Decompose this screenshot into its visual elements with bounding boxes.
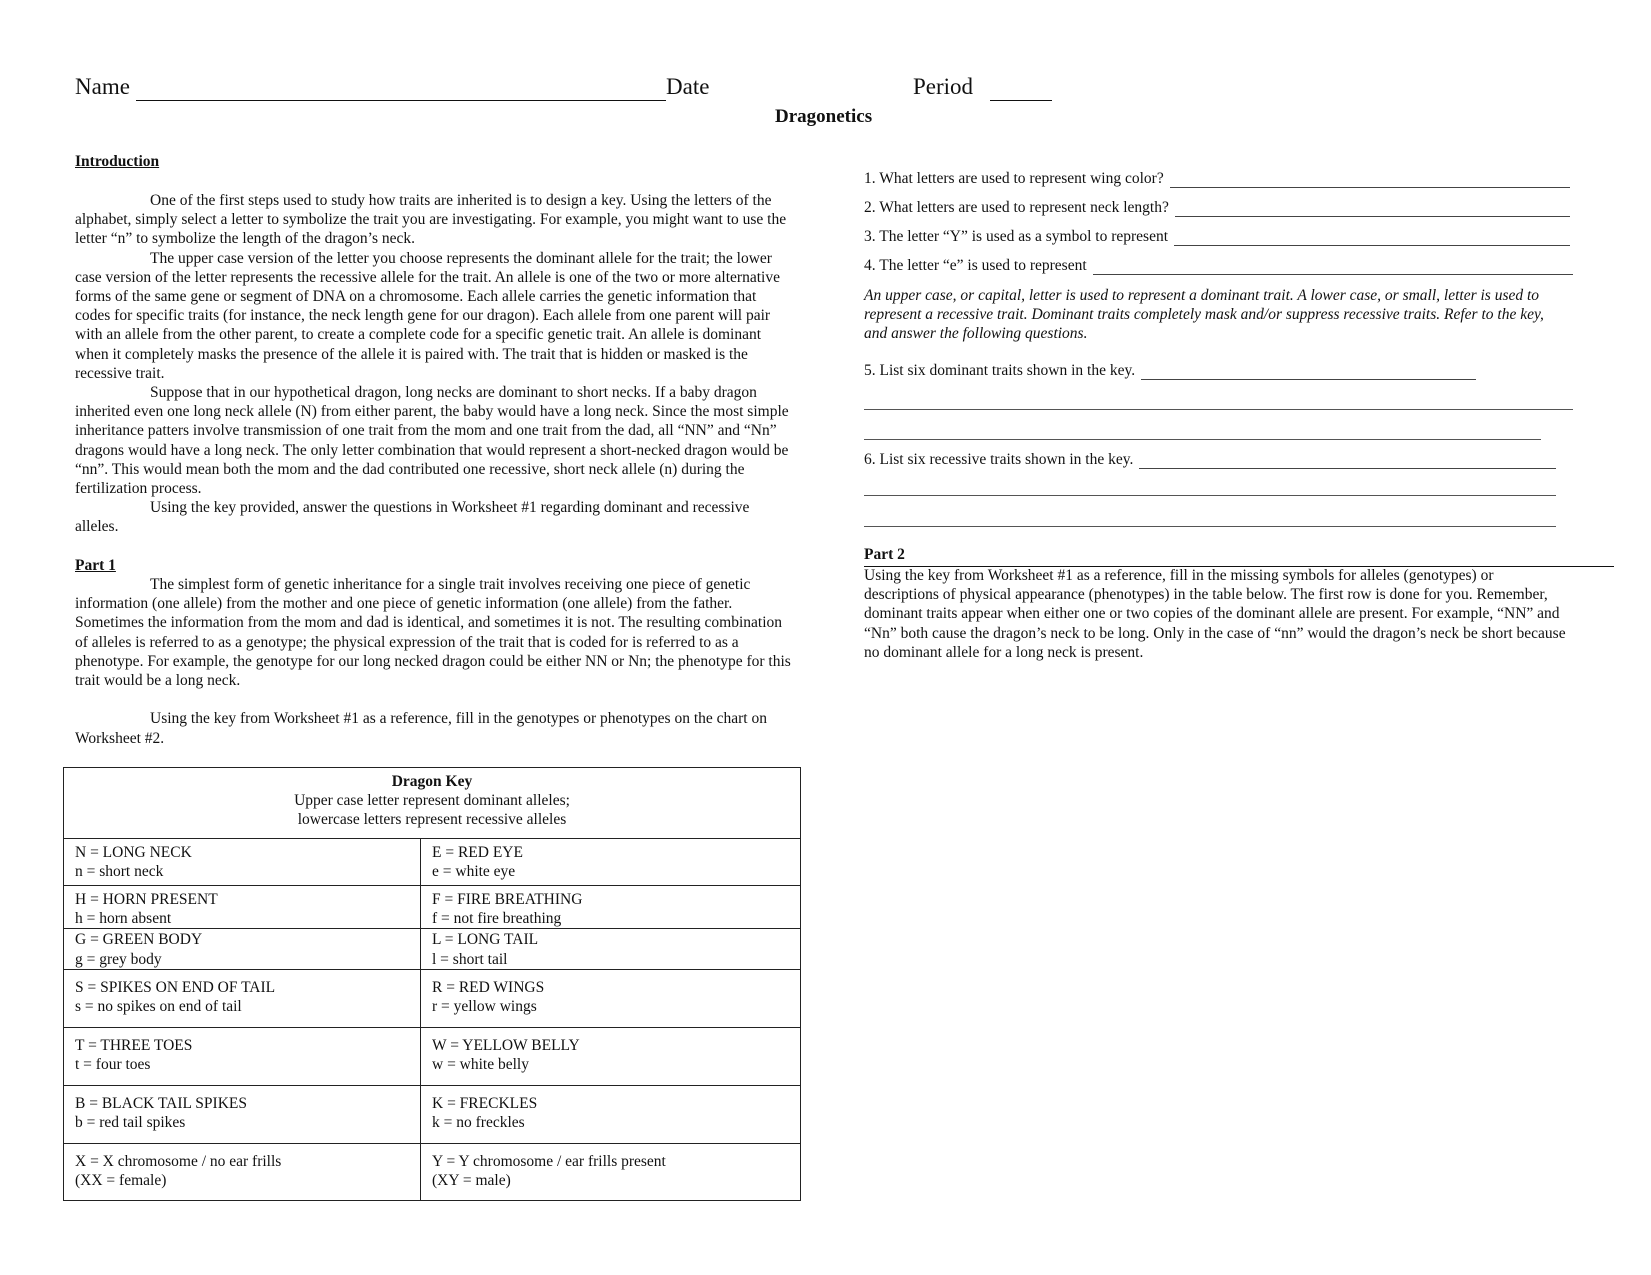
answer-5-field[interactable] xyxy=(1141,365,1476,380)
question-3-text: 3. The letter “Y” is used as a symbol to represent xyxy=(864,228,1169,245)
key-dominant: W = YELLOW BELLY xyxy=(432,1036,580,1054)
key-recessive: h = horn absent xyxy=(75,910,172,928)
answer-3-field[interactable] xyxy=(1174,231,1570,246)
name-field[interactable] xyxy=(136,100,666,101)
answer-2-field[interactable] xyxy=(1175,202,1570,217)
question-4 xyxy=(864,257,1573,275)
key-cell xyxy=(64,929,421,969)
key-cell xyxy=(64,1143,421,1200)
key-recessive: r = yellow wings xyxy=(432,998,537,1016)
key-dominant: K = FRECKLES xyxy=(432,1094,538,1112)
question-6 xyxy=(864,451,1556,469)
key-recessive: g = grey body xyxy=(75,950,162,968)
intro-paragraph: Suppose that in our hypothetical dragon, long necks are dominant to short necks. If a baby dragon inherited even one long neck allele (N) from either parent, the baby would have a long neck. Since the most simple inheritance patters involve transmission of one trait from the mom and one trait from the dad, all “NN” and “Nn” dragons would have a long neck. The only letter combination that would represent a short-necked dragon would be “nn”. This would mean both the mom and the dad contributed one recessive, short neck allele (n) during the fertilization process. xyxy=(75,384,789,498)
name-label: Name xyxy=(75,74,130,99)
dragon-key-header xyxy=(64,768,801,839)
key-dominant: G = GREEN BODY xyxy=(75,931,203,949)
key-recessive: k = no freckles xyxy=(432,1114,525,1132)
date-label: Date xyxy=(666,74,710,99)
answer-5-line[interactable] xyxy=(864,439,1541,440)
key-recessive: w = white belly xyxy=(432,1056,529,1074)
key-cell xyxy=(64,839,421,886)
part2-heading: Part 2 xyxy=(864,546,905,563)
question-5 xyxy=(864,362,1476,380)
key-recessive: n = short neck xyxy=(75,863,164,881)
key-cell xyxy=(64,1085,421,1143)
part2-text: Using the key from Worksheet #1 as a reference, fill in the missing symbols for alleles (genotypes) or descriptions of physical appearance (phenotypes) in the table below. The first row is done for you. Remember, dominant traits appear when either one or two copies of the dominant allele are present. For example, “NN” and “Nn” both cause the dragon’s neck to be long. Only in the case of “nn” would the dragon’s neck be short because no dominant allele for a long neck is present. xyxy=(864,567,1566,661)
key-recessive: e = white eye xyxy=(432,863,516,881)
key-dominant: T = THREE TOES xyxy=(75,1036,193,1054)
question-5-text: 5. List six dominant traits shown in the key. xyxy=(864,362,1136,379)
dragon-key-table xyxy=(63,767,801,1201)
key-cell xyxy=(421,886,801,929)
key-cell xyxy=(64,969,421,1027)
key-cell xyxy=(64,886,421,929)
dragon-key-subtitle: Upper case letter represent dominant alleles; xyxy=(294,792,570,810)
intro-heading: Introduction xyxy=(75,153,160,170)
key-dominant: Y = Y chromosome / ear frills present xyxy=(432,1152,666,1170)
key-dominant: X = X chromosome / no ear frills xyxy=(75,1152,282,1170)
key-dominant: L = LONG TAIL xyxy=(432,931,539,949)
question-1 xyxy=(864,170,1570,188)
key-dominant: E = RED EYE xyxy=(432,844,523,861)
answer-6-field[interactable] xyxy=(1139,454,1556,469)
question-6-text: 6. List six recessive traits shown in the key. xyxy=(864,451,1134,468)
key-dominant: S = SPIKES ON END OF TAIL xyxy=(75,978,276,996)
key-cell xyxy=(421,1143,801,1200)
key-dominant: R = RED WINGS xyxy=(432,978,545,996)
key-recessive: (XY = male) xyxy=(432,1172,511,1190)
key-cell xyxy=(421,969,801,1027)
intro-text xyxy=(75,191,793,537)
question-1-text: 1. What letters are used to represent wing color? xyxy=(864,170,1164,187)
question-3 xyxy=(864,228,1570,246)
question-2-text: 2. What letters are used to represent neck length? xyxy=(864,199,1169,216)
key-cell xyxy=(421,929,801,969)
answer-5-line[interactable] xyxy=(864,409,1573,410)
key-recessive: t = four toes xyxy=(75,1056,151,1074)
dragon-key-title: Dragon Key xyxy=(391,773,473,790)
intro-paragraph: The upper case version of the letter you choose represents the dominant allele for the trait; the lower case version of the letter represents the recessive allele for the trait. An allele is one of the two or more alternative forms of the same gene or segment of DNA on a chromosome. Each allele carries the genetic information that codes for specific traits (for instance, the neck length gene for our dragon). Each allele from one parent will pair with an allele from the other parent, to create a complete code for a specific genetic trait. An allele is dominant when it completely masks the presence of the allele it is paired with. The trait that is hidden or masked is the recessive trait. xyxy=(75,249,780,382)
part1-paragraph: The simplest form of genetic inheritance for a single trait involves receiving one piece of genetic information (one allele) from the mother and one piece of genetic information (one allele) from the father. Sometimes the information from the mom and dad is identical, and sometimes it is not. The resulting combination of alleles is referred to as a genotype; the physical expression of the trait that is coded for is referred to as a phenotype. For example, the genotype for our long necked dragon could be either NN or Nn; the phenotype for this trait would be a long neck. xyxy=(75,576,791,690)
question-2 xyxy=(864,199,1570,217)
part1-paragraph: Using the key from Worksheet #1 as a reference, fill in the genotypes or phenotypes on the chart on Worksheet #2. xyxy=(75,710,767,747)
key-cell xyxy=(64,1027,421,1085)
intro-paragraph: Using the key provided, answer the questions in Worksheet #1 regarding dominant and recessive alleles. xyxy=(75,499,750,536)
answer-6-line[interactable] xyxy=(864,526,1556,527)
answer-4-field[interactable] xyxy=(1093,260,1573,275)
intro-paragraph: One of the first steps used to study how traits are inherited is to design a key. Using the letters of the alphabet, simply select a letter to symbolize the trait you are investigating. For example, you might want to use the letter “n” to symbolize the length of the dragon’s neck. xyxy=(75,192,787,248)
dragon-key-subtitle: lowercase letters represent recessive alleles xyxy=(297,811,567,829)
key-recessive: b = red tail spikes xyxy=(75,1114,186,1132)
question-4-text: 4. The letter “e” is used to represent xyxy=(864,257,1087,274)
answer-6-line[interactable] xyxy=(864,495,1556,496)
period-label: Period xyxy=(913,74,974,99)
key-cell xyxy=(421,839,801,886)
part1-text xyxy=(75,575,793,748)
key-cell xyxy=(421,1027,801,1085)
answer-1-field[interactable] xyxy=(1170,173,1570,188)
key-dominant: F = FIRE BREATHING xyxy=(432,891,583,908)
key-dominant: N = LONG NECK xyxy=(75,844,192,861)
key-recessive: l = short tail xyxy=(432,950,508,968)
key-dominant: H = HORN PRESENT xyxy=(75,891,218,908)
part1-heading: Part 1 xyxy=(75,557,116,574)
key-dominant: B = BLACK TAIL SPIKES xyxy=(75,1094,247,1112)
page-title: Dragonetics xyxy=(775,106,873,127)
key-recessive: (XX = female) xyxy=(75,1172,167,1190)
key-recessive: s = no spikes on end of tail xyxy=(75,998,242,1016)
key-recessive: f = not fire breathing xyxy=(432,910,562,928)
instruction-note: An upper case, or capital, letter is used to represent a dominant trait. A lower case, or small, letter is used to represent a recessive trait. Dominant traits completely mask and/or suppress recessive traits. Refer to the key, and answer the following questions. xyxy=(864,287,1544,343)
key-cell xyxy=(421,1085,801,1143)
period-field[interactable] xyxy=(990,100,1052,101)
